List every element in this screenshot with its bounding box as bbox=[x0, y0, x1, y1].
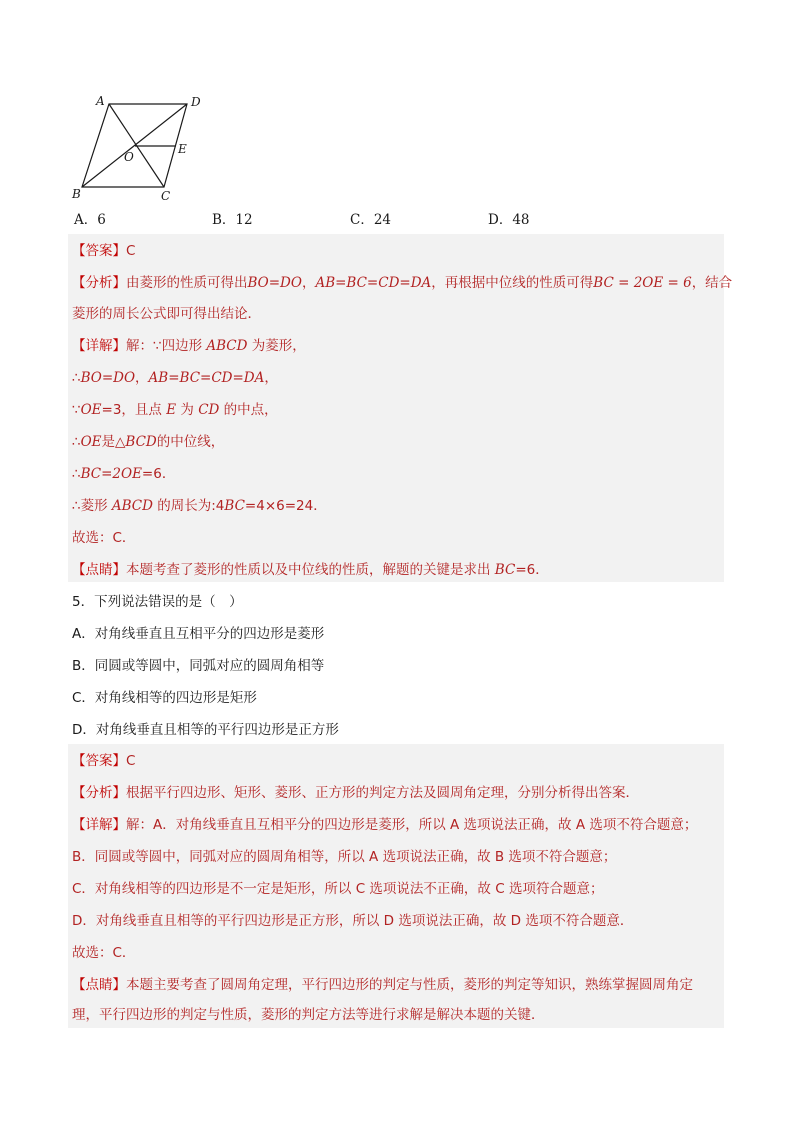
q4-comment: 【点睛】本题考查了菱形的性质以及中位线的性质，解题的关键是求出 BC=6． bbox=[72, 562, 549, 578]
detail-tag: 【详解】 bbox=[72, 338, 126, 354]
label-e: E bbox=[178, 142, 187, 156]
label-d: D bbox=[191, 95, 201, 109]
q4-detail-line2: ∴BO=DO，AB=BC=CD=DA， bbox=[72, 370, 278, 386]
q4-detail-line1: 【详解】解：∵四边形 ABCD 为菱形， bbox=[72, 338, 306, 354]
q4-detail-line3: ∵OE=3，且点 E 为 CD 的中点， bbox=[72, 402, 278, 418]
comment-tag: 【点睛】 bbox=[72, 562, 126, 578]
label-c: C bbox=[161, 189, 171, 203]
q5-comment-line2: 理，平行四边形的判定与性质，菱形的判定方法等进行求解是解决本题的关键． bbox=[72, 1007, 545, 1023]
q5-option-c: C．对角线相等的四边形是矩形 bbox=[72, 690, 257, 706]
answer-tag: 【答案】 bbox=[72, 243, 126, 259]
q4-choose: 故选：C． bbox=[72, 530, 136, 546]
rhombus-figure bbox=[70, 92, 220, 204]
label-a: A bbox=[96, 94, 105, 108]
q5-stem: 5．下列说法错误的是（ ） bbox=[72, 594, 243, 610]
q5-analysis: 【分析】根据平行四边形、矩形、菱形、正方形的判定方法及圆周角定理，分别分析得出答案． bbox=[72, 785, 639, 801]
q5-detail-line1: 【详解】解：A．对角线垂直且互相平分的四边形是菱形，所以 A 选项说法正确，故 A 选项不符合题意； bbox=[72, 817, 698, 833]
label-b: B bbox=[72, 187, 81, 201]
q4-option-a: A．6 bbox=[74, 212, 106, 228]
q5-answer: 【答案】C bbox=[72, 753, 136, 769]
q5-comment-line1: 【点睛】本题主要考查了圆周角定理，平行四边形的判定与性质，菱形的判定等知识，熟练掌握圆周角定 bbox=[72, 977, 693, 993]
q4-option-c: C．24 bbox=[350, 212, 392, 228]
q4-analysis-line2: 菱形的周长公式即可得出结论． bbox=[72, 306, 261, 322]
analysis-tag: 【分析】 bbox=[72, 275, 126, 291]
q4-options bbox=[74, 208, 724, 228]
label-o: O bbox=[124, 150, 134, 164]
q4-detail-line5: ∴BC=2OE=6． bbox=[72, 466, 176, 482]
analysis-formula: BC = 2OE = 6 bbox=[593, 275, 692, 291]
q5-detail-line4: D．对角线垂直且相等的平行四边形是正方形，所以 D 选项说法正确，故 D 选项不符合题意． bbox=[72, 913, 634, 929]
q4-option-b: B．12 bbox=[212, 212, 253, 228]
q5-option-d: D．对角线垂直且相等的平行四边形是正方形 bbox=[72, 722, 339, 738]
q4-answer: 【答案】C bbox=[72, 243, 136, 259]
q4-analysis: 【分析】由菱形的性质可得出BO=DO，AB=BC=CD=DA，再根据中位线的性质可得BC = 2OE = 6，结合 bbox=[72, 275, 733, 291]
q5-option-b: B．同圆或等圆中，同弧对应的圆周角相等 bbox=[72, 658, 325, 674]
q5-choose: 故选：C． bbox=[72, 945, 136, 961]
q5-detail-line2: B．同圆或等圆中，同弧对应的圆周角相等，所以 A 选项说法正确，故 B 选项不符合题意； bbox=[72, 849, 617, 865]
q5-option-a: A．对角线垂直且互相平分的四边形是菱形 bbox=[72, 626, 325, 642]
q5-detail-line3: C．对角线相等的四边形是不一定是矩形，所以 C 选项说法不正确，故 C 选项符合题意； bbox=[72, 881, 604, 897]
q4-detail-line6: ∴菱形 ABCD 的周长为:4BC=4×6=24． bbox=[72, 498, 327, 514]
q4-option-d: D．48 bbox=[488, 212, 530, 228]
q4-detail-line4: ∴OE是△BCD的中位线， bbox=[72, 434, 225, 450]
